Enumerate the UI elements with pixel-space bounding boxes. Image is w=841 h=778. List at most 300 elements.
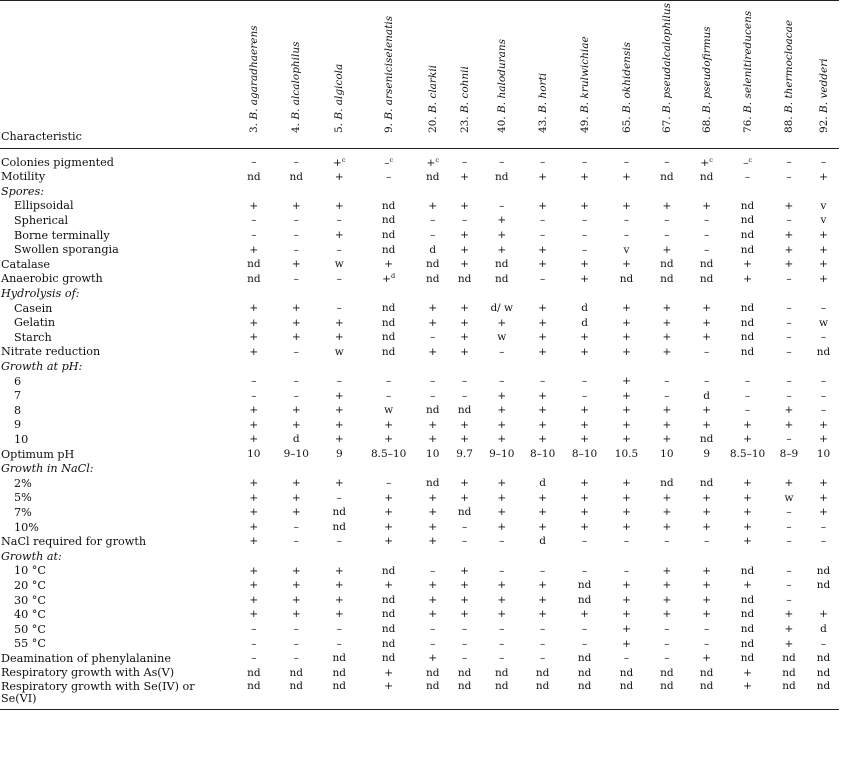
table-cell — [480, 476, 524, 491]
cell-value: – — [430, 564, 436, 577]
cell-value: nd — [782, 652, 796, 665]
table-cell — [524, 418, 562, 433]
cell-value: nd — [740, 331, 755, 344]
table-cell — [524, 549, 562, 564]
column-header — [318, 1, 362, 149]
table-cell — [524, 432, 562, 447]
cell-value: + — [743, 520, 752, 533]
table-cell — [646, 520, 688, 535]
table-cell — [361, 301, 416, 316]
table-cell — [562, 301, 608, 316]
table-cell — [607, 476, 645, 491]
cell-value: + — [702, 491, 712, 504]
column-header — [524, 1, 562, 149]
cell-value: + — [384, 579, 394, 592]
cell-value: – — [540, 652, 546, 665]
cell-value: + — [291, 477, 301, 490]
table-cell — [480, 461, 524, 476]
cell-value: + — [538, 170, 548, 183]
table-cell — [725, 549, 770, 564]
table-row — [0, 170, 839, 185]
table-cell — [275, 666, 317, 681]
row-label: Gelatin — [14, 316, 56, 330]
cell-value: + — [460, 229, 469, 242]
cell-value: nd — [332, 666, 347, 679]
cell-value: + — [249, 433, 259, 446]
table-cell — [318, 637, 362, 652]
table-cell — [233, 432, 275, 447]
cell-value: + — [460, 579, 469, 592]
table-cell — [808, 491, 839, 506]
table-cell — [524, 607, 562, 622]
table-cell — [607, 534, 645, 549]
table-cell — [233, 622, 275, 637]
table-cell — [480, 534, 524, 549]
table-cell — [524, 301, 562, 316]
table-cell — [233, 520, 275, 535]
table-cell — [480, 184, 524, 199]
row-label: Spherical — [14, 214, 69, 228]
table-cell — [725, 257, 770, 272]
table-cell — [361, 374, 416, 389]
table-cell — [449, 418, 480, 433]
cell-value: nd — [495, 170, 509, 183]
table-cell — [318, 257, 362, 272]
table-row — [0, 432, 839, 447]
table-cell — [480, 330, 524, 345]
table-cell — [275, 680, 317, 710]
cell-value: nd — [740, 229, 755, 242]
cell-value: + — [249, 477, 259, 490]
table-cell — [449, 228, 480, 243]
cell-value: – — [786, 374, 792, 387]
cell-value: + — [662, 243, 672, 256]
table-cell — [770, 607, 808, 622]
table-cell — [524, 491, 562, 506]
table-cell — [770, 243, 808, 258]
table-cell — [275, 418, 317, 433]
cell-value: + — [662, 608, 672, 621]
cell-value: + — [622, 345, 631, 358]
cell-value: d — [703, 389, 711, 402]
table-cell — [770, 564, 808, 579]
cell-value: – — [540, 623, 546, 636]
table-cell — [646, 199, 688, 214]
table-cell — [449, 301, 480, 316]
table-cell — [275, 316, 317, 331]
table-cell — [480, 447, 524, 462]
cell-value: – — [499, 199, 505, 212]
cell-value: w — [819, 316, 829, 329]
cell-value: 8.5–10 — [371, 447, 407, 460]
cell-value: + — [497, 593, 507, 606]
cell-value: + — [460, 258, 469, 271]
cell-value: – — [820, 301, 827, 314]
row-label: Colonies pigmented — [1, 155, 114, 169]
table-cell — [275, 301, 317, 316]
table-cell — [688, 447, 725, 462]
table-cell — [416, 418, 449, 433]
cell-value: nd — [457, 680, 472, 693]
table-cell — [233, 578, 275, 593]
cell-value: – — [461, 623, 468, 636]
table-cell — [361, 228, 416, 243]
table-cell — [725, 243, 770, 258]
cell-value: + — [334, 199, 344, 212]
table-cell — [725, 286, 770, 301]
table-cell — [416, 593, 449, 608]
table-cell — [646, 491, 688, 506]
cell-value: + — [622, 477, 631, 490]
column-header-label: 76. B. selenitireducens — [741, 10, 754, 133]
cell-value: – — [386, 389, 392, 402]
cell-value: nd — [381, 229, 396, 242]
table-cell — [688, 389, 725, 404]
table-cell — [233, 286, 275, 301]
table-cell — [318, 345, 362, 360]
cell-value: – — [664, 535, 670, 548]
cell-value: + — [819, 170, 828, 183]
table-cell — [449, 651, 480, 666]
table-cell — [725, 228, 770, 243]
cell-value: – — [786, 156, 792, 169]
table-cell — [607, 418, 645, 433]
cell-value: – — [820, 156, 827, 169]
cell-value: + — [743, 477, 752, 490]
cell-value: – — [461, 374, 468, 387]
table-cell — [275, 520, 317, 535]
cell-value: – — [664, 389, 670, 402]
table-cell — [361, 520, 416, 535]
cell-value: – — [336, 243, 342, 256]
cell-value: – — [820, 637, 827, 650]
table-cell — [416, 301, 449, 316]
cell-value: – — [786, 520, 792, 533]
cell-value: nd — [619, 680, 634, 693]
cell-value: 10 — [426, 447, 440, 460]
table-cell — [607, 213, 645, 228]
table-cell — [275, 505, 317, 520]
table-cell — [480, 403, 524, 418]
table-row — [0, 213, 839, 228]
table-cell — [233, 374, 275, 389]
cell-value: + — [334, 477, 344, 490]
table-cell — [233, 257, 275, 272]
cell-value: + — [249, 418, 259, 431]
table-cell — [562, 359, 608, 374]
cell-value: + — [334, 433, 344, 446]
table-cell — [416, 149, 449, 170]
cell-value: + — [460, 433, 469, 446]
table-cell — [524, 359, 562, 374]
table-cell — [607, 316, 645, 331]
cell-value: – — [430, 214, 436, 227]
cell-value: + — [622, 404, 631, 417]
table-cell — [361, 476, 416, 491]
table-cell — [361, 666, 416, 681]
cell-value: – — [623, 652, 630, 665]
cell-value: + — [249, 243, 259, 256]
table-cell — [416, 403, 449, 418]
cell-value: + — [622, 316, 631, 329]
cell-value: – — [820, 389, 827, 402]
cell-value: + — [622, 506, 631, 519]
cell-value: + — [743, 666, 752, 679]
column-header-label: 43. B. horti — [536, 72, 549, 133]
cell-value: d — [581, 316, 588, 329]
table-cell — [449, 680, 480, 710]
table-cell — [646, 549, 688, 564]
table-cell — [607, 666, 645, 681]
cell-value: + — [428, 652, 438, 665]
cell-value: + — [784, 608, 794, 621]
table-row — [0, 403, 839, 418]
cell-value: – — [704, 637, 710, 650]
cell-value: – — [786, 579, 792, 592]
cell-value: – — [461, 652, 468, 665]
cell-value: – — [664, 652, 670, 665]
table-cell — [318, 607, 362, 622]
table-cell — [688, 374, 725, 389]
cell-value: + — [428, 579, 438, 592]
cell-value: nd — [247, 258, 261, 271]
table-cell — [725, 374, 770, 389]
table-cell — [416, 637, 449, 652]
cell-value: + — [819, 272, 828, 285]
cell-value: + — [291, 331, 301, 344]
table-cell — [416, 213, 449, 228]
table-cell — [275, 149, 317, 170]
table-row — [0, 447, 839, 462]
table-cell — [808, 243, 839, 258]
cell-value: + — [784, 404, 794, 417]
cell-value: – — [499, 535, 505, 548]
cell-value: d — [581, 301, 588, 314]
cell-value: + — [384, 433, 394, 446]
table-cell — [233, 491, 275, 506]
table-cell — [770, 184, 808, 199]
cell-value: nd — [425, 680, 440, 693]
table-cell — [233, 505, 275, 520]
cell-value: + — [460, 491, 469, 504]
table-cell — [275, 637, 317, 652]
column-header-label: 5. B. algicola — [333, 63, 346, 133]
cell-value: – — [744, 404, 751, 417]
cell-value: – — [623, 535, 630, 548]
cell-value: – — [786, 272, 792, 285]
cell-value: + — [428, 199, 438, 212]
cell-value: + — [291, 608, 301, 621]
table-cell — [688, 301, 725, 316]
cell-value: nd — [740, 199, 755, 212]
table-cell — [607, 286, 645, 301]
table-cell — [607, 403, 645, 418]
table-cell — [646, 286, 688, 301]
cell-value: nd — [619, 272, 634, 285]
table-cell — [480, 593, 524, 608]
cell-value: + — [743, 433, 752, 446]
column-header-label: 20. B. clarkii — [426, 64, 439, 133]
cell-value: + — [743, 418, 752, 431]
cell-value: – — [430, 374, 436, 387]
cell-value: + — [249, 535, 259, 548]
row-label: NaCl required for growth — [1, 535, 147, 549]
table-cell — [275, 184, 317, 199]
species-name: B. krulwichiae — [578, 35, 591, 113]
table-cell — [275, 549, 317, 564]
table-row — [0, 520, 839, 535]
table-cell — [524, 272, 562, 287]
table-cell — [480, 359, 524, 374]
table-cell — [318, 316, 362, 331]
table-row — [0, 199, 839, 214]
cell-value: + — [460, 564, 469, 577]
cell-value: nd — [289, 666, 304, 679]
table-cell — [318, 534, 362, 549]
table-cell — [607, 184, 645, 199]
cell-value: – — [293, 389, 299, 402]
cell-value: + — [428, 418, 438, 431]
cell-value: – — [461, 520, 468, 533]
table-cell — [361, 491, 416, 506]
table-cell — [562, 651, 608, 666]
species-name: B. pseudofirmus — [700, 25, 713, 113]
table-cell — [524, 213, 562, 228]
table-cell — [688, 330, 725, 345]
cell-value: – — [786, 564, 792, 577]
cell-value: – — [786, 506, 792, 519]
cell-value: nd — [740, 301, 755, 314]
table-cell — [607, 651, 645, 666]
table-cell — [524, 505, 562, 520]
cell-value: 9–10 — [283, 447, 309, 460]
table-cell — [524, 345, 562, 360]
cell-value: 9 — [703, 447, 710, 460]
cell-value: 9.7 — [456, 447, 473, 460]
table-cell — [688, 680, 725, 710]
table-cell — [416, 228, 449, 243]
cell-value: – — [336, 374, 342, 387]
table-cell — [416, 345, 449, 360]
cell-value: + — [460, 608, 469, 621]
table-cell — [524, 520, 562, 535]
table-cell — [524, 149, 562, 170]
table-cell — [562, 607, 608, 622]
species-name: B. algicola — [333, 63, 346, 120]
row-label: Catalase — [1, 257, 51, 271]
table-cell — [770, 637, 808, 652]
cell-value: + — [784, 258, 794, 271]
row-label: 10 — [14, 432, 29, 446]
cell-value: nd — [425, 258, 440, 271]
table-cell — [725, 622, 770, 637]
table-cell — [318, 374, 362, 389]
cell-value: nd — [740, 345, 755, 358]
row-label: 2% — [14, 476, 32, 490]
table-cell — [607, 520, 645, 535]
table-cell — [646, 564, 688, 579]
table-cell — [688, 534, 725, 549]
cell-value: – — [540, 637, 546, 650]
table-cell — [449, 520, 480, 535]
table-cell — [416, 432, 449, 447]
table-cell — [480, 564, 524, 579]
cell-value: nd — [425, 170, 440, 183]
table-cell — [233, 447, 275, 462]
cell-value: + — [662, 433, 672, 446]
cell-value: – — [336, 491, 342, 504]
cell-value: + — [460, 593, 469, 606]
table-cell — [688, 272, 725, 287]
table-cell — [275, 403, 317, 418]
cell-value: nd — [740, 623, 755, 636]
row-label: Growth in NaCl: — [1, 462, 94, 476]
cell-value: + — [819, 229, 828, 242]
table-cell — [808, 666, 839, 681]
table-cell — [808, 520, 839, 535]
cell-value: + — [580, 418, 589, 431]
table-cell — [449, 607, 480, 622]
table-cell — [449, 389, 480, 404]
table-cell — [725, 432, 770, 447]
cell-value: + — [662, 520, 672, 533]
row-label: Optimum pH — [1, 447, 75, 461]
cell-value: – — [293, 214, 299, 227]
footnote-marker: d — [390, 272, 396, 281]
species-name: B. vedderi — [817, 57, 830, 113]
column-header-label: 40. B. halodurans — [495, 38, 508, 133]
footnote-marker: c — [389, 155, 394, 164]
cell-value: + — [622, 199, 631, 212]
table-cell — [233, 593, 275, 608]
cell-value: – — [704, 623, 710, 636]
cell-value: + — [460, 418, 469, 431]
table-cell — [808, 184, 839, 199]
table-row — [0, 622, 839, 637]
cell-value: + — [334, 170, 344, 183]
table-cell — [318, 476, 362, 491]
table-cell — [562, 564, 608, 579]
cell-value: – — [664, 623, 670, 636]
table-cell — [725, 607, 770, 622]
table-cell — [688, 228, 725, 243]
cell-value: – — [744, 389, 751, 402]
table-cell — [449, 345, 480, 360]
cell-value: – — [293, 345, 299, 358]
table-cell — [808, 316, 839, 331]
cell-value: + — [334, 316, 344, 329]
table-row — [0, 461, 839, 476]
table-cell — [725, 651, 770, 666]
table-row — [0, 301, 839, 316]
cell-value: + — [291, 564, 301, 577]
cell-value: – — [499, 345, 505, 358]
table-cell — [233, 461, 275, 476]
table-cell — [607, 622, 645, 637]
table-cell — [770, 301, 808, 316]
cell-value: nd — [535, 666, 550, 679]
cell-value: + — [580, 520, 589, 533]
cell-value: nd — [457, 404, 472, 417]
table-cell — [361, 243, 416, 258]
table-cell — [416, 505, 449, 520]
table-cell — [361, 345, 416, 360]
cell-value: + — [497, 389, 507, 402]
cell-value: – — [499, 156, 505, 169]
cell-value: + — [249, 316, 259, 329]
row-label: Ellipsoidal — [14, 199, 74, 213]
table-cell — [646, 622, 688, 637]
